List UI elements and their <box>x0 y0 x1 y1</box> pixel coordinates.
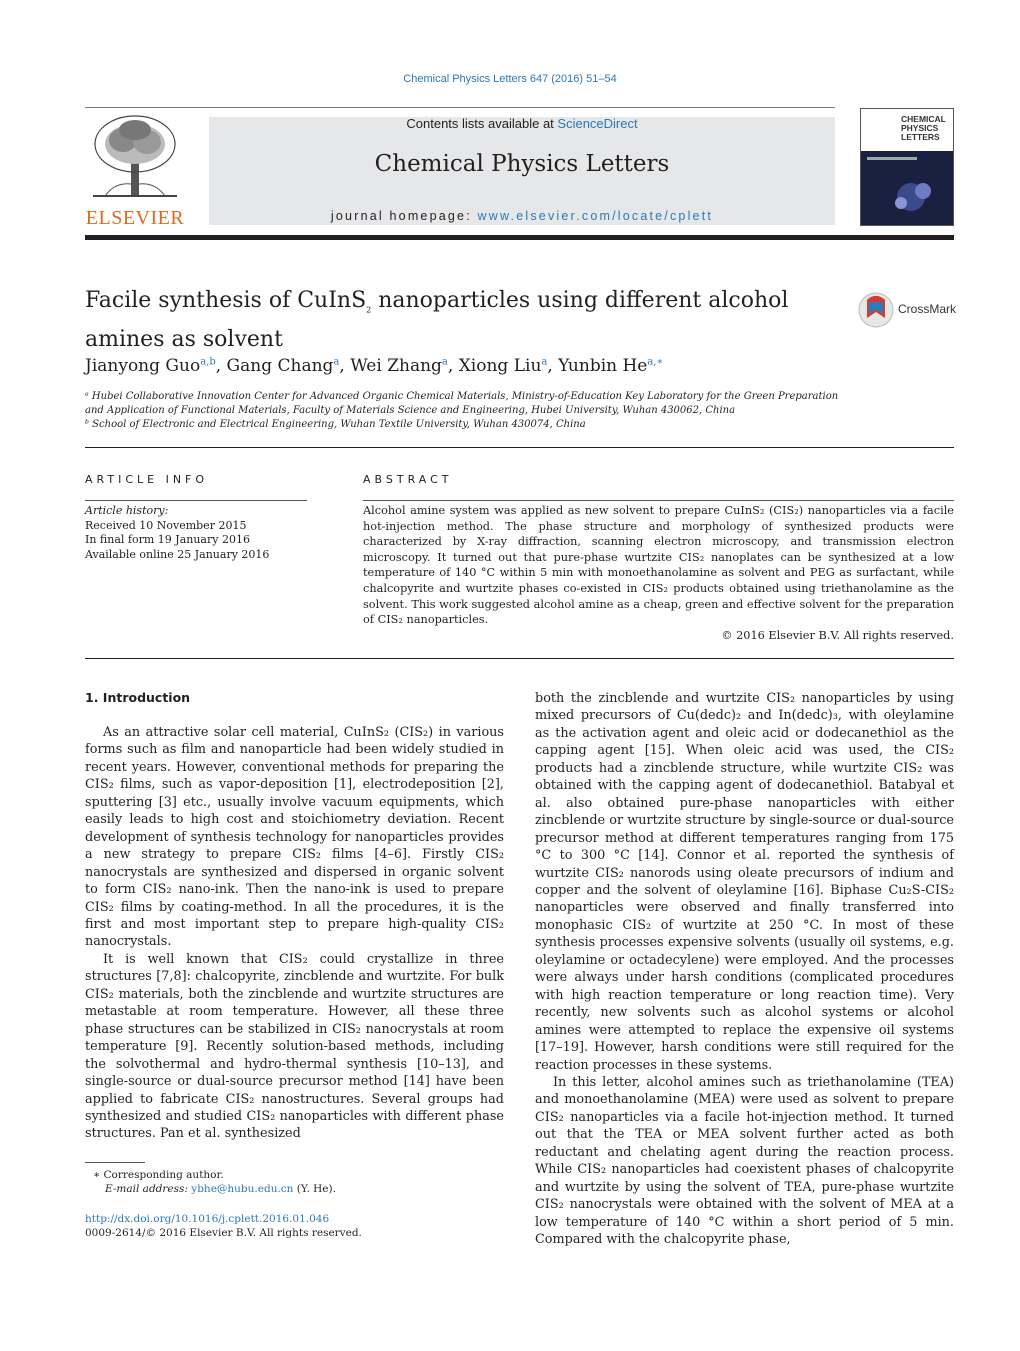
history-label: Article history: <box>85 504 169 517</box>
contents-prefix: Contents lists available at <box>406 116 558 131</box>
author-name: Yunbin He <box>558 356 648 376</box>
homepage-link[interactable]: www.elsevier.com/locate/cplett <box>477 209 714 223</box>
header-top-rule <box>85 107 835 108</box>
corresponding-author-note: ∗ Corresponding author. <box>93 1169 224 1181</box>
article-title <box>85 286 805 355</box>
paragraph: As an attractive solar cell material, CuInS₂ (CIS₂) in various forms such as film and nanoparticle had been widely studied in recent years. However, conventional methods for preparing the CIS₂ films, such as vapor-deposition [1], electrodeposition [2], sputtering [3] etc., usually involve vacuum equipments, which easily leads to high cost and stoichiometry deviation. Recent development of synthesis technology for nanoparticles provides a new strategy to prepare CIS₂ films [4–6]. Firstly CIS₂ nanocrystals are synthesized and dispersed in organic solvent to form CIS₂ nano-ink. Then the nano-ink is used to prepare CIS₂ films by coating-method. In all the procedures, it is the first and most important step to prepare high-quality CIS₂ nanocrystals. <box>85 725 504 950</box>
author-affiliation-mark: a <box>541 356 548 368</box>
divider <box>85 500 307 501</box>
publisher-name: ELSEVIER <box>85 207 185 229</box>
divider <box>363 500 954 501</box>
paragraph: both the zincblende and wurtzite CIS₂ nanoparticles by using mixed precursors of Cu(dedc)₂ and In(dedc)₃, with oleylamine as the activation agent and oleic acid or dodecanethiol as the capping agent [15]. When oleic acid was used, the CIS₂ products had a zincblende structure, while wurtzite CIS₂ was obtained with the capping agent of dodecanethiol. Batabyal et al. also obtained pure-phase nanoparticles with either zincblende or wurtzite structure by single-source or dual-source precursor method at different temperatures ranging from 175 °C to 300 °C [14]. Connor et al. reported the synthesis of wurtzite CIS₂ nanorods using oleate precursors of indium and copper and the solvent of oleylamine [16]. Biphase Cu₂S-CIS₂ nanoparticles were observed and finally transferred into monophasic CIS₂ of wurtzite at 250 °C. In most of these synthesis processes expensive solvents (usually oil systems, e.g. oleylamine or octadecylene) were employed. And the processes were always under harsh conditions (complicated procedures with high reaction temperature or long reaction time). Very recently, new solvents such as alcohol systems or alcohol amines were attempted to replace the expensive oil systems [17–19]. However, harsh conditions were still required for the reaction processes in these systems. <box>535 691 954 1073</box>
email-suffix: (Y. He). <box>293 1183 336 1195</box>
crossmark-icon <box>858 292 894 328</box>
email-line <box>105 1182 336 1196</box>
homepage-prefix: journal homepage: <box>330 209 478 223</box>
received-date: Received 10 November 2015 <box>85 518 247 532</box>
author-affiliation-mark: a,b <box>200 356 216 368</box>
crossmark-label: CrossMark <box>898 302 957 316</box>
crossmark-badge[interactable] <box>858 292 957 328</box>
author-affiliation-mark: a,∗ <box>647 356 664 368</box>
abstract-body <box>363 503 954 643</box>
journal-citation[interactable]: Chemical Physics Letters 647 (2016) 51–54 <box>403 73 617 85</box>
author-name: Wei Zhang <box>350 356 442 376</box>
journal-homepage <box>209 209 835 223</box>
revised-date: In final form 19 January 2016 <box>85 533 250 546</box>
author-2[interactable] <box>227 356 340 376</box>
divider <box>85 447 954 448</box>
author-affiliation-mark: a <box>441 356 448 368</box>
affiliation-b: ᵇ School of Electronic and Electrical Engineering, Wuhan Textile University, Wuhan 430074, China <box>85 419 586 430</box>
author-4[interactable] <box>459 356 548 376</box>
author-name: Jianyong Guo <box>85 356 201 376</box>
contents-line <box>209 116 835 131</box>
title-text-a: Facile synthesis of CuInS <box>85 288 367 313</box>
right-column <box>535 690 954 1249</box>
article-history <box>85 504 305 562</box>
abstract-copyright: © 2016 Elsevier B.V. All rights reserved. <box>721 628 954 642</box>
author-name: Xiong Liu <box>458 356 542 376</box>
author-1[interactable] <box>85 356 216 376</box>
author-list: Jianyong Guo$^{a,b}$, Gang Chang$^a$, Wei Zhang$^a$, Xiong Liu$^a$, Yunbin $He^{a,∗}$ <box>85 356 664 376</box>
author-affiliation-mark: a <box>333 356 340 368</box>
footnote-rule <box>85 1162 145 1163</box>
journal-cover-thumbnail[interactable] <box>860 108 954 226</box>
left-column <box>85 724 504 1143</box>
header-thick-rule <box>85 235 954 240</box>
affiliation-a: ᵃ Hubei Collaborative Innovation Center for Advanced Organic Chemical Materials, Ministry-of-Education Key Laboratory for the Green Preparation and Application of Functional Materials, Faculty of Materials Science and Engineering, Hubei University, Wuhan 430062, China <box>85 391 839 416</box>
paragraph: It is well known that CIS₂ could crystallize in three structures [7,8]: chalcopyrite, zincblende and wurtzite. For bulk CIS₂ materials, both the zincblende and wurtzite structures are metastable at room temperature. However, all these three phase structures can be stabilized in CIS₂ nanocrystals at room temperature [9]. Recently solution-based methods, including the solvothermal and hydro-thermal synthesis [10–13], and single-source or dual-source precursor method [14] have been applied to fabricate CIS₂ nanostructures. Several groups had synthesized and studied CIS₂ nanoparticles with different phase structures. Pan et al. synthesized <box>85 951 504 1142</box>
title-text-b: nanoparticles using different alcohol amines as solvent <box>85 288 789 353</box>
author-name: Gang Chang <box>226 356 334 376</box>
online-date: Available online 25 January 2016 <box>85 547 270 561</box>
sciencedirect-link[interactable]: ScienceDirect <box>557 116 638 131</box>
email-link[interactable]: ybhe@hubu.edu.cn <box>191 1183 294 1195</box>
section-heading-introduction: 1. Introduction <box>85 690 191 705</box>
author-5[interactable] <box>558 356 663 376</box>
author-3[interactable] <box>350 356 448 376</box>
abstract-text: Alcohol amine system was applied as new solvent to prepare CuInS₂ (CIS₂) nanoparticles via a facile hot-injection method. The phase structure and morphology of synthesized products were characterized by X-ray diffraction, scanning electron microscopy, and transmission electron microscopy. It turned out that pure-phase wurtzite CIS₂ nanoplates can be synthesized at a low temperature of 140 °C within 5 min with monoethanolamine as solvent and PEG as surfactant, while chalcopyrite and wurtzite phases co-existed in CIS₂ products obtained using triethanolamine as the solvent. This work suggested alcohol amine as a cheap, green and effective solvent for the preparation of CIS₂ nanoparticles. <box>363 504 954 627</box>
issn-copyright: 0009-2614/© 2016 Elsevier B.V. All rights reserved. <box>85 1227 362 1239</box>
title-subscript: 2 <box>366 305 372 315</box>
article-info-heading: ARTICLE INFO <box>85 473 209 486</box>
cover-title: CHEMICAL PHYSICS LETTERS <box>901 114 946 142</box>
doi-link[interactable]: http://dx.doi.org/10.1016/j.cplett.2016.01.046 <box>85 1213 330 1225</box>
email-label: E-mail address: <box>105 1183 192 1195</box>
journal-title: Chemical Physics Letters <box>374 151 670 177</box>
abstract-heading: ABSTRACT <box>363 473 453 486</box>
divider <box>85 658 954 659</box>
paragraph: In this letter, alcohol amines such as triethanolamine (TEA) and monoethanolamine (MEA) were used as solvent to prepare CIS₂ nanoparticles via a facile hot-injection method. It turned out that the TEA or MEA solvent further acted as both reductant and chelating agent during the reaction process. While CIS₂ nanoparticles had coexistent phases of chalcopyrite and wurtzite by using the solvent of TEA, pure-phase wurtzite CIS₂ nanocrystals were obtained with the solvent of MEA at a low temperature of 140 °C within a short period of 5 min. Compared with the chalcopyrite phase, <box>535 1074 954 1248</box>
